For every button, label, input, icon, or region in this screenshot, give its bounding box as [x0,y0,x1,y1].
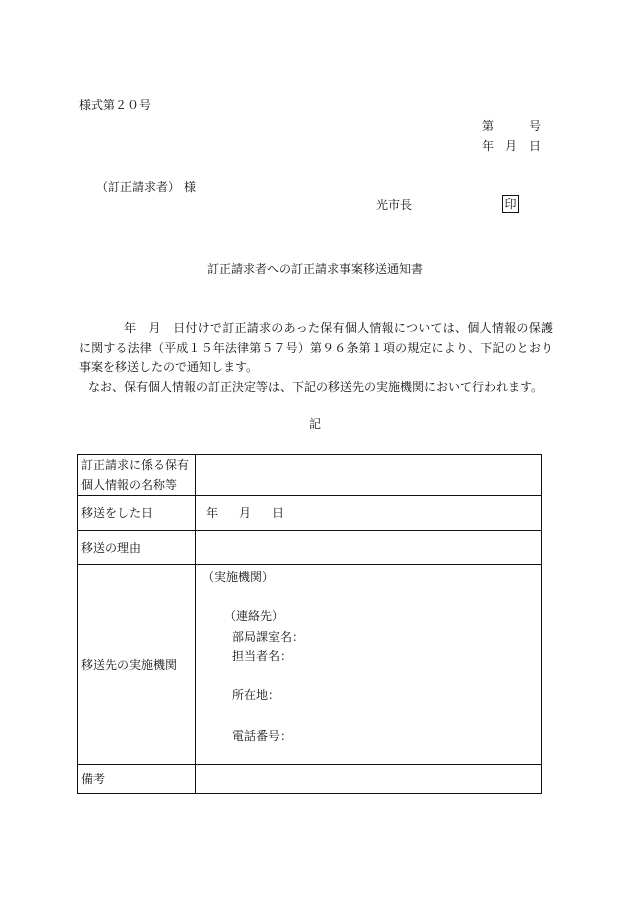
ki-heading: 記 [308,417,321,431]
row-label-transfer-date: 移送をした日 [78,496,196,531]
agency-details [202,565,541,764]
department-label: 部局課室名： [232,630,305,644]
table-row [78,565,542,765]
row-label-transfer-reason: 移送の理由 [78,531,196,565]
form-number: 様式第２０号 [79,98,152,112]
doc-number-prefix: 第 [482,119,495,133]
document-title: 訂正請求者への訂正請求事案移送通知書 [206,262,423,276]
transfer-date-day: 日 [272,506,285,520]
row-value-transfer-reason [196,531,542,565]
transfer-date-year: 年 [206,506,219,520]
sender-name: 光市長 [376,198,413,212]
address-label: 所在地： [232,688,281,702]
row-value-transfer-date [196,496,542,531]
table-row [78,765,542,794]
person-in-charge-label: 担当者名： [232,649,293,663]
seal-stamp: 印 [502,195,519,213]
transfer-date-month: 月 [239,506,252,520]
table-row [78,496,542,531]
issue-date-day: 日 [529,139,542,153]
row-value-remarks [196,765,542,794]
addressee-honorific: 様 [184,180,197,194]
agency-title: （実施機関） [202,570,275,584]
addressee-name: （訂正請求者） [96,180,181,194]
table-row [78,531,542,565]
body-paragraph-1: 年 月 日付けで訂正請求のあった保有個人情報については、個人情報の保護に関する法律（平成１５年法律第５７号）第９６条第１項の規定により、下記のとおり事案を移送したので通知します。 [79,321,553,374]
body-text [79,319,553,397]
row-label-info-name: 訂正請求に係る保有個人情報の名称等 [78,455,196,496]
doc-number-suffix: 号 [529,119,542,133]
contact-title: （連絡先） [224,609,285,623]
row-label-remarks: 備考 [78,765,196,794]
body-paragraph-2: なお、保有個人情報の訂正決定等は、下記の移送先の実施機関において行われます。 [88,379,544,394]
row-value-info-name [196,455,542,496]
table-row [78,455,542,496]
issue-date-year: 年 [482,139,495,153]
row-label-destination-agency: 移送先の実施機関 [78,565,196,765]
phone-label: 電話番号： [232,729,293,743]
row-value-destination-agency [196,565,542,765]
issue-date-month: 月 [505,139,518,153]
notice-table [77,454,542,794]
